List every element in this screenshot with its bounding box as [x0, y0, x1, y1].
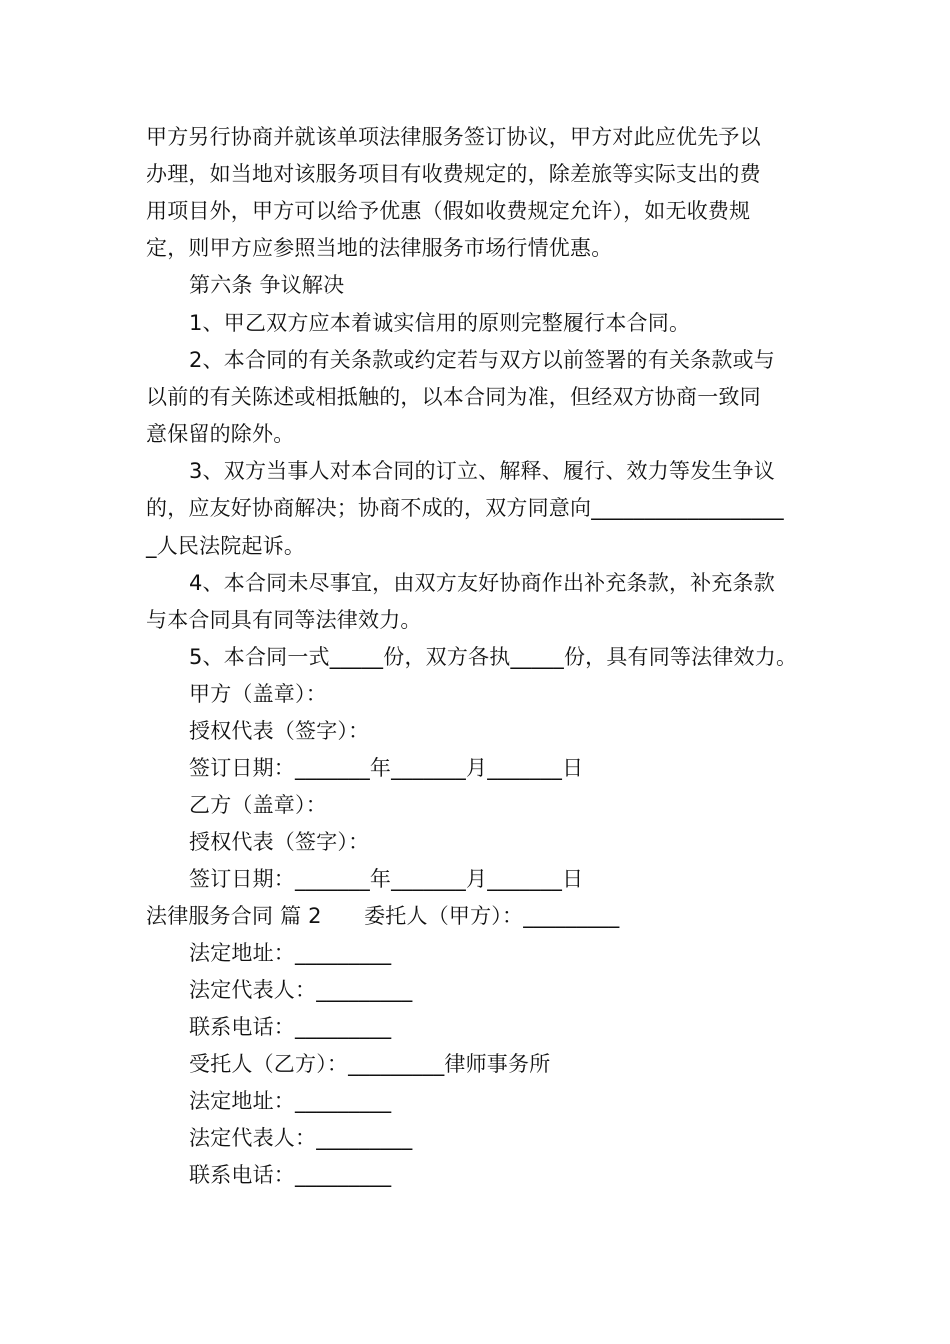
party-a-date-line: 签订日期：_______年_______月_______日 — [189, 756, 584, 780]
trustee-line: 受托人（乙方）：_________律师事务所 — [189, 1052, 551, 1076]
client-phone-line: 联系电话：_________ — [189, 1015, 392, 1039]
paragraph-line: 办理，如当地对该服务项目有收费规定的，除差旅等实际支出的费 — [146, 162, 761, 186]
paragraph-line: 甲方另行协商并就该单项法律服务签订协议，甲方对此应优先予以 — [146, 125, 761, 149]
trustee-phone-line: 联系电话：_________ — [189, 1163, 392, 1187]
section-heading: 第六条 争议解决 — [189, 273, 345, 297]
client-address-line: 法定地址：_________ — [189, 941, 392, 965]
paragraph-line: _人民法院起诉。 — [146, 534, 306, 558]
paragraph-line: 1、甲乙双方应本着诚实信用的原则完整履行本合同。 — [189, 311, 691, 335]
paragraph-line: 意保留的除外。 — [146, 422, 295, 446]
paragraph-line: 3、双方当事人对本合同的订立、解释、履行、效力等发生争议 — [189, 459, 775, 483]
paragraph-line: 与本合同具有同等法律效力。 — [146, 608, 422, 632]
paragraph-line: 4、本合同未尽事宜，由双方友好协商作出补充条款，补充条款 — [189, 571, 775, 595]
paragraph-line: 以前的有关陈述或相抵触的，以本合同为准，但经双方协商一致同 — [146, 385, 761, 409]
party-b-date-line: 签订日期：_______年_______月_______日 — [189, 867, 584, 891]
paragraph-line: 5、本合同一式_____份，双方各执_____份，具有同等法律效力。 — [189, 645, 798, 669]
paragraph-line: 用项目外，甲方可以给予优惠（假如收费规定允许），如无收费规 — [146, 199, 751, 223]
contract-2-heading: 法律服务合同 篇 2 委托人（甲方）：_________ — [146, 904, 620, 928]
paragraph-line: 的，应友好协商解决；协商不成的，双方同意向__________________ — [146, 496, 784, 520]
paragraph-line: 2、本合同的有关条款或约定若与双方以前签署的有关条款或与 — [189, 348, 775, 372]
client-representative-line: 法定代表人：_________ — [189, 978, 413, 1002]
paragraph-line: 定，则甲方应参照当地的法律服务市场行情优惠。 — [146, 236, 613, 260]
party-a-representative-line: 授权代表（签字）： — [189, 719, 370, 743]
trustee-address-line: 法定地址：_________ — [189, 1089, 392, 1113]
trustee-representative-line: 法定代表人：_________ — [189, 1126, 413, 1150]
party-b-representative-line: 授权代表（签字）： — [189, 830, 370, 854]
party-a-seal-line: 甲方（盖章）： — [189, 682, 327, 706]
party-b-seal-line: 乙方（盖章）： — [189, 793, 327, 817]
